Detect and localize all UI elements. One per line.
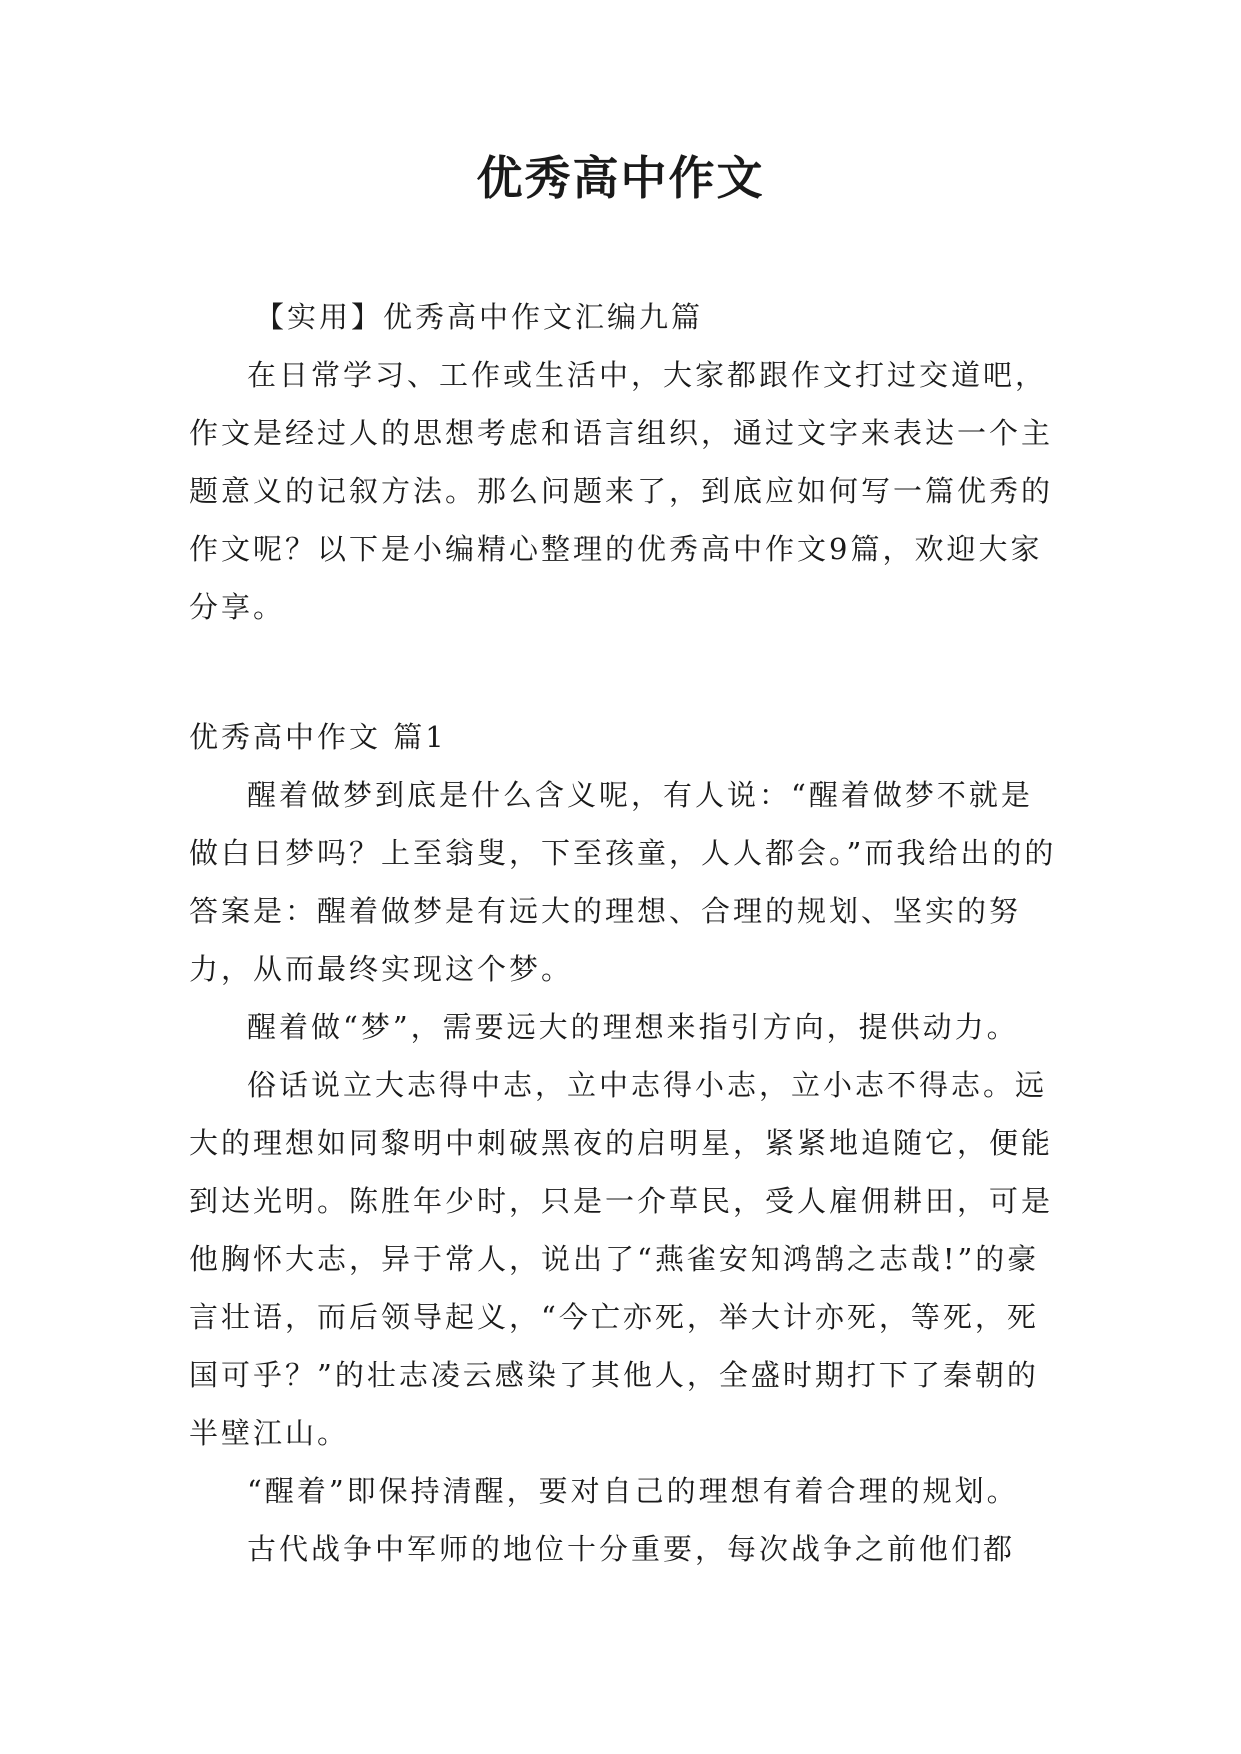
section-spacer	[189, 636, 1059, 708]
body-paragraph: 醒着做梦到底是什么含义呢，有人说：“醒着做梦不就是做白日梦吗？上至翁叟，下至孩童，人人都会。”而我给出的的答案是：醒着做梦是有远大的理想、合理的规划、坚实的努力，从而最终实现这个梦。	[189, 778, 1057, 986]
intro-paragraph: 在日常学习、工作或生活中，大家都跟作文打过交道吧，作文是经过人的思想考虑和语言组织，通过文字来表达一个主题意义的记叙方法。那么问题来了，到底应如何写一篇优秀的作文呢？以下是小编精心整理的优秀高中作文9篇，欢迎大家分享。	[189, 358, 1054, 624]
body-paragraph: 古代战争中军师的地位十分重要，每次战争之前他们都	[247, 1532, 1016, 1566]
body-paragraph: 俗话说立大志得中志，立中志得小志，立小志不得志。远大的理想如同黎明中刺破黑夜的启明星，紧紧地追随它，便能到达光明。陈胜年少时，只是一介草民，受人雇佣耕田，可是他胸怀大志，异于常人，说出了“燕雀安知鸿鹄之志哉!”的豪言壮语，而后领导起义，“今亡亦死，举大计亦死，等死，死国可乎？”的壮志凌云感染了其他人，全盛时期打下了秦朝的半壁江山。	[189, 1068, 1054, 1450]
body-paragraph: “醒着”即保持清醒，要对自己的理想有着合理的规划。	[247, 1474, 1019, 1508]
document-title: 优秀高中作文	[476, 151, 765, 205]
document-subtitle: 【实用】优秀高中作文汇编九篇	[255, 300, 704, 334]
body-paragraph: 醒着做“梦”，需要远大的理想来指引方向，提供动力。	[247, 1010, 1019, 1044]
document-body	[189, 288, 1059, 1578]
section-heading: 优秀高中作文 篇1	[189, 720, 447, 754]
